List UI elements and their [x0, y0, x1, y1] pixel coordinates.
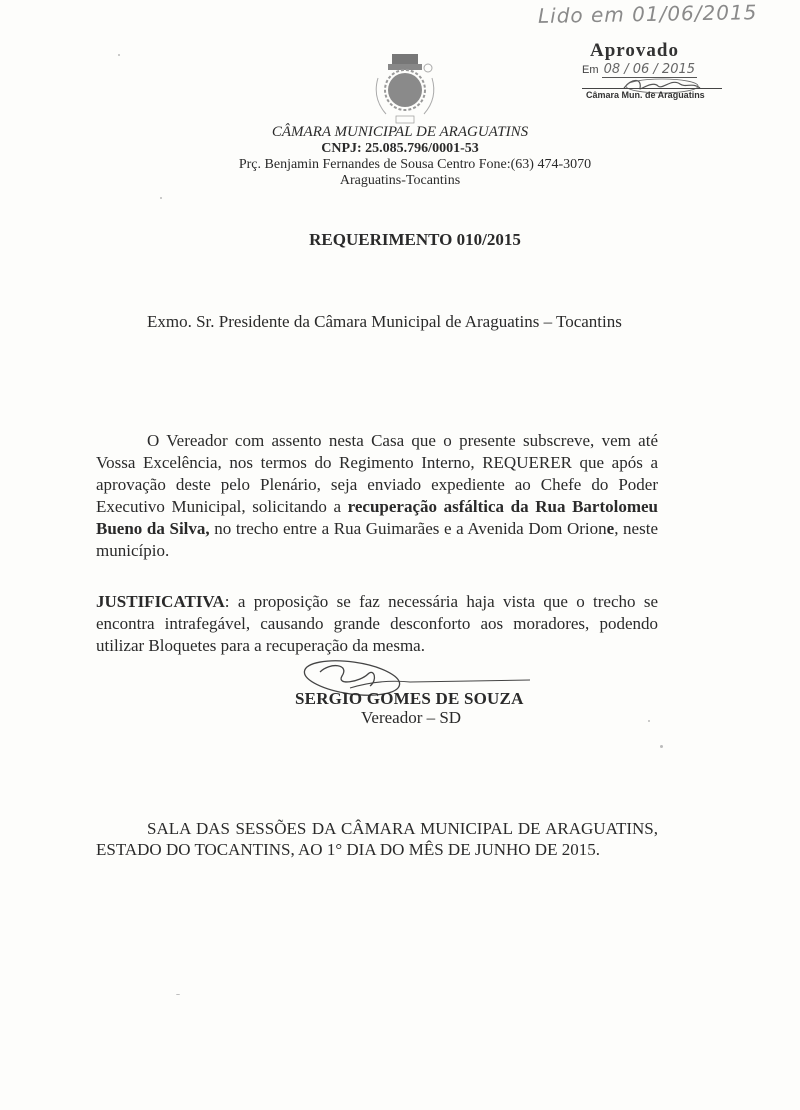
approval-stamp: [582, 40, 742, 110]
document-title: REQUERIMENTO 010/2015: [309, 230, 521, 249]
stamp-date-handwritten: 08 / 06 / 2015: [603, 62, 696, 77]
justification-paragraph: [96, 591, 658, 657]
salutation: Exmo. Sr. Presidente da Câmara Municipal de Araguatins – Tocantins: [147, 312, 622, 331]
cnpj: CNPJ: 25.085.796/0001-53: [321, 141, 479, 156]
request-text-part2: no trecho entre a Rua Guimarães e a Avenida Dom Orion: [209, 519, 607, 538]
scan-speck: [118, 54, 120, 56]
request-text-bold: recuperação asfáltica da Rua Bartolomeu Bueno da Silva,: [96, 497, 658, 538]
signatory-role: Vereador – SD: [361, 708, 462, 727]
justification-label: JUSTIFICATIVA: [96, 592, 225, 611]
stamp-date: [582, 62, 697, 77]
request-text-part1: O Vereador com assento nesta Casa que o presente subscreve, vem até Vossa Excelência, nos termos do Regimento Interno, REQUERER que após a aprovação deste pelo Plenário, seja enviado expediente ao Chefe do Poder Executivo Municipal, solicitando a: [96, 431, 658, 516]
organization-name: CÂMARA MUNICIPAL DE ARAGUATINS: [271, 124, 529, 140]
handwritten-read-note: Lido em 01/06/2015: [537, 0, 758, 28]
request-text-part3: , neste município.: [96, 519, 658, 560]
justification-text: : a proposição se faz necessária haja vista que o trecho se encontra intrafegável, causando grande desconforto aos moradores, podendo utilizar Bloquetes para a recuperação da mesma.: [96, 592, 658, 655]
stamp-date-prefix: Em: [582, 64, 599, 76]
stamp-organization: Câmara Mun. de Araguatins: [586, 90, 705, 100]
signatory-name: SERGIO GOMES DE SOUZA: [295, 689, 524, 708]
stamp-title: Aprovado: [590, 40, 679, 61]
scan-speck: [176, 994, 180, 995]
scan-speck: [648, 720, 650, 722]
request-text-bold-e: e: [606, 519, 615, 538]
address: Prç. Benjamin Fernandes de Sousa Centro Fone:(63) 474-3070: [238, 157, 592, 172]
request-paragraph: [96, 430, 658, 562]
scan-speck: [160, 197, 162, 199]
city: Araguatins-Tocantins: [339, 173, 461, 188]
scan-speck: [660, 745, 663, 748]
chamber-seal-logo: [368, 48, 440, 126]
stamp-divider: [582, 88, 722, 89]
closing-statement: SALA DAS SESSÕES DA CÂMARA MUNICIPAL DE ARAGUATINS, ESTADO DO TOCANTINS, AO 1° DIA DO MÊS DE JUNHO DE 2015.: [96, 819, 658, 859]
